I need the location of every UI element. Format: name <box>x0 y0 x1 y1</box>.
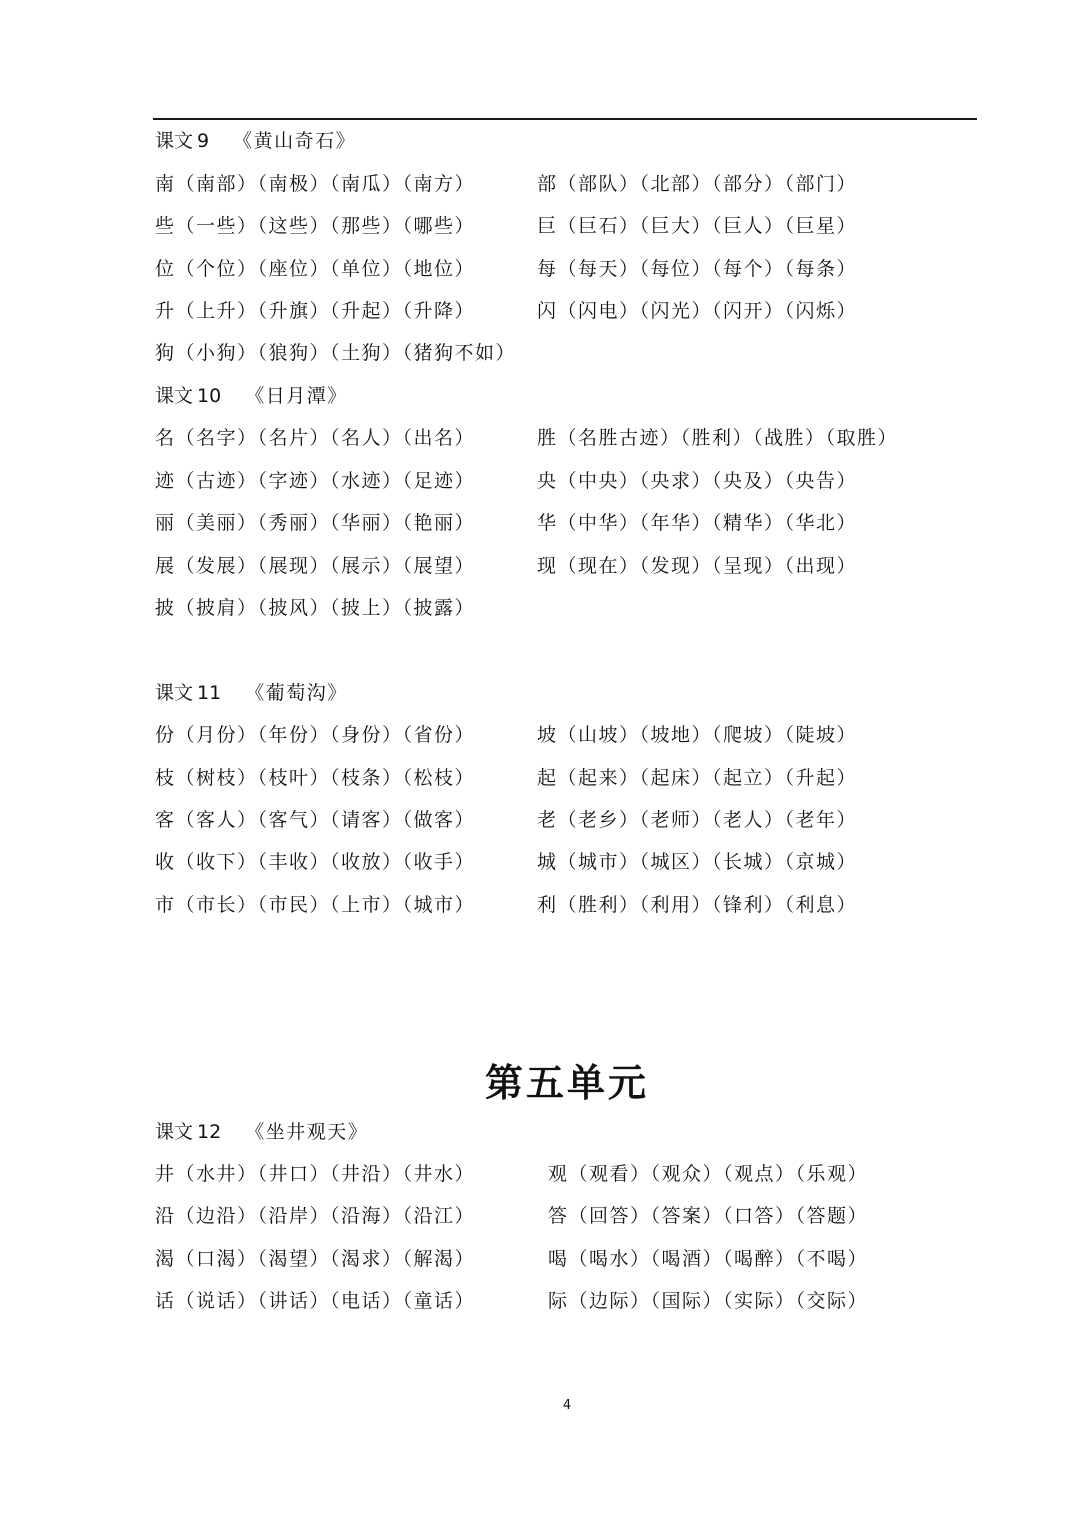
word-line: 利（胜利）（利用）（锋利）（利息） <box>537 894 858 916</box>
word-line: 每（每天）（每位）（每个）（每条） <box>537 258 858 280</box>
word-line: 央（中央）（央求）（央及）（央告） <box>537 470 858 492</box>
word-line: 市（市长）（市民）（上市）（城市） <box>155 894 476 916</box>
word-line: 现（现在）（发现）（呈现）（出现） <box>537 555 858 577</box>
word-line: 位（个位）（座位）（单位）（地位） <box>155 258 476 280</box>
word-line: 收（收下）（丰收）（收放）（收手） <box>155 851 476 873</box>
word-line: 枝（树枝）（枝叶）（枝条）（松枝） <box>155 767 476 789</box>
lesson-heading: 课文 11 《葡萄沟》 <box>155 682 348 704</box>
top-rule <box>153 118 977 120</box>
lesson-heading: 课文 9 《黄山奇石》 <box>155 130 357 152</box>
word-line: 观（观看）（观众）（观点）（乐观） <box>548 1163 869 1185</box>
word-line: 部（部队）（北部）（部分）（部门） <box>537 173 858 195</box>
word-line: 华（中华）（年华）（精华）（华北） <box>537 512 858 534</box>
word-line: 井（水井）（井口）（井沿）（井水） <box>155 1163 476 1185</box>
word-line: 些（一些）（这些）（那些）（哪些） <box>155 215 476 237</box>
word-line: 答（回答）（答案）（口答）（答题） <box>548 1205 869 1227</box>
page-number: 4 <box>562 1398 572 1413</box>
word-line: 坡（山坡）（坡地）（爬坡）（陡坡） <box>537 724 858 746</box>
word-line: 丽（美丽）（秀丽）（华丽）（艳丽） <box>155 512 476 534</box>
word-line: 起（起来）（起床）（起立）（升起） <box>537 767 858 789</box>
word-line: 升（上升）（升旗）（升起）（升降） <box>155 300 476 322</box>
word-line: 话（说话）（讲话）（电话）（童话） <box>155 1290 476 1312</box>
word-line: 沿（边沿）（沿岸）（沿海）（沿江） <box>155 1205 476 1227</box>
word-line: 巨（巨石）（巨大）（巨人）（巨星） <box>537 215 858 237</box>
word-line: 南（南部）（南极）（南瓜）（南方） <box>155 173 476 195</box>
word-line: 披（披肩）（披风）（披上）（披露） <box>155 597 476 619</box>
word-line: 胜（名胜古迹）（胜利）（战胜）（取胜） <box>537 427 899 449</box>
unit-title: 第五单元 <box>484 1060 649 1105</box>
lesson-heading: 课文 10 《日月潭》 <box>155 385 348 407</box>
word-line: 际（边际）（国际）（实际）（交际） <box>548 1290 869 1312</box>
word-line: 份（月份）（年份）（身份）（省份） <box>155 724 476 746</box>
word-line: 喝（喝水）（喝酒）（喝醉）（不喝） <box>548 1248 869 1270</box>
word-line: 渴（口渴）（渴望）（渴求）（解渴） <box>155 1248 476 1270</box>
word-line: 客（客人）（客气）（请客）（做客） <box>155 809 476 831</box>
word-line: 名（名字）（名片）（名人）（出名） <box>155 427 476 449</box>
word-line: 闪（闪电）（闪光）（闪开）（闪烁） <box>537 300 858 322</box>
lesson-heading: 课文 12 《坐井观天》 <box>155 1121 369 1143</box>
word-line: 狗（小狗）（狼狗）（土狗）（猪狗不如） <box>155 342 517 364</box>
word-line: 迹（古迹）（字迹）（水迹）（足迹） <box>155 470 476 492</box>
word-line: 老（老乡）（老师）（老人）（老年） <box>537 809 858 831</box>
word-line: 展（发展）（展现）（展示）（展望） <box>155 555 476 577</box>
word-line: 城（城市）（城区）（长城）（京城） <box>537 851 858 873</box>
